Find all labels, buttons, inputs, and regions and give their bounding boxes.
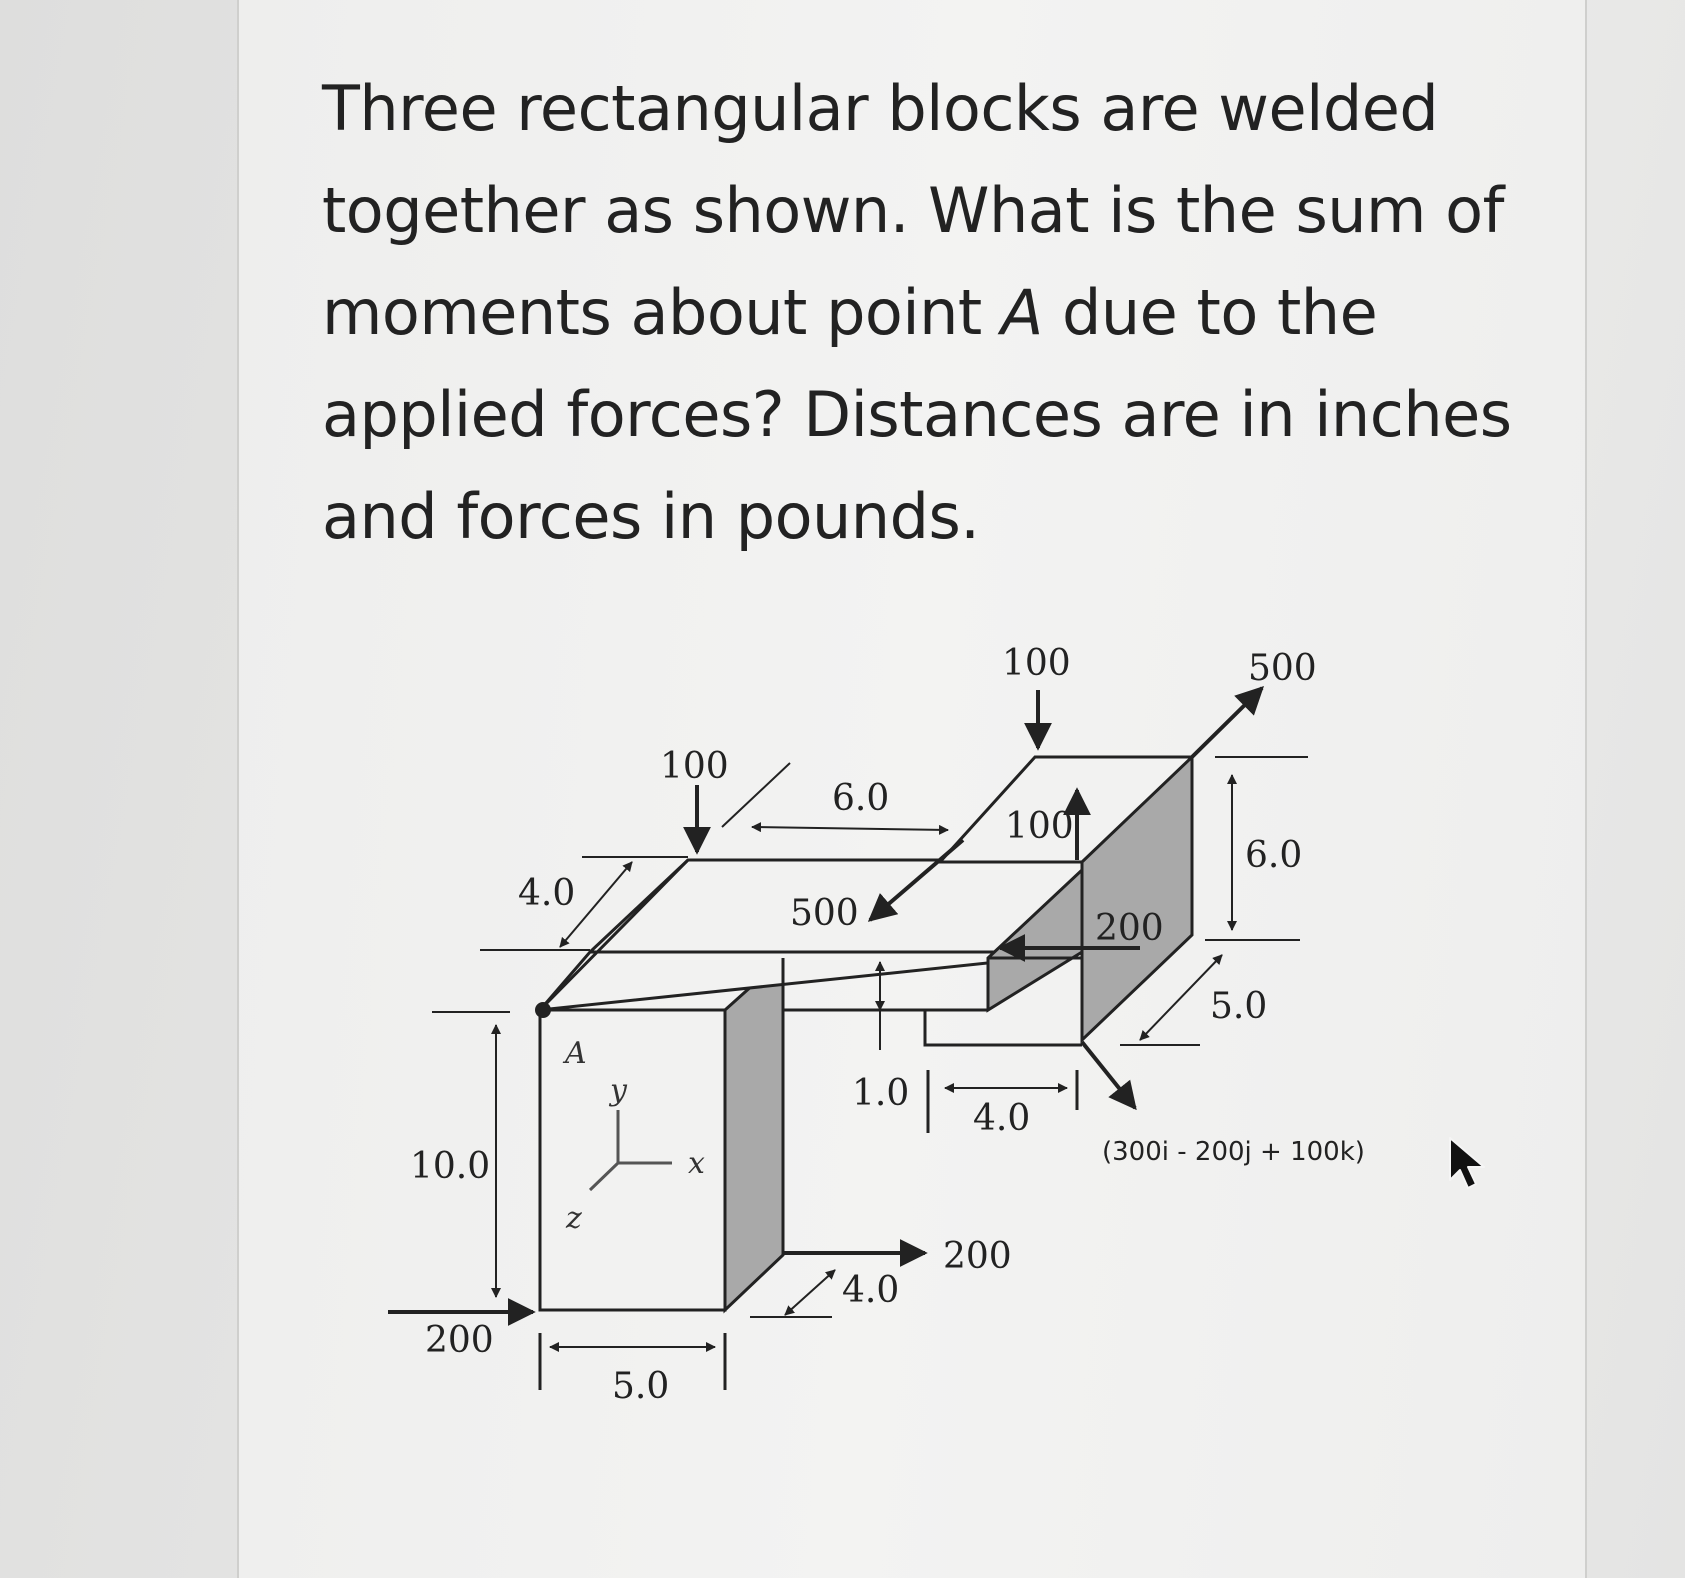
point-a-dot [535, 1002, 551, 1018]
axis-z-label: z [566, 1201, 582, 1236]
point-a-label: A [565, 1036, 587, 1071]
label-dim-top-width: 6.0 [832, 778, 890, 819]
label-dim-top-depth: 4.0 [518, 873, 576, 914]
axis-x-label: x [688, 1146, 705, 1181]
question-line-4: applied forces? Distances are in inches [322, 378, 1512, 451]
label-force-top-left: 100 [660, 746, 729, 787]
label-dim-left-height: 10.0 [410, 1146, 491, 1187]
question-line-2: together as shown. What is the sum of [322, 174, 1504, 247]
label-force-diag-mid: 500 [790, 893, 859, 934]
label-force-top-mid: 100 [1002, 643, 1071, 684]
dim-bottom-depth-line [785, 1270, 835, 1315]
label-dim-right-height: 6.0 [1245, 835, 1303, 876]
label-force-top-right: 500 [1248, 648, 1317, 689]
label-force-ledge: 200 [1095, 908, 1164, 949]
label-force-bottom-right: 200 [943, 1236, 1012, 1277]
question-line-5: and forces in pounds. [322, 480, 980, 553]
label-dim-right-depth: 5.0 [1210, 986, 1268, 1027]
dim-top-extension [722, 763, 790, 827]
axis-y-label: y [610, 1073, 627, 1108]
question-point-label: A [1000, 276, 1043, 349]
label-force-up-mid: 100 [1005, 806, 1074, 847]
dim-top-width-line [752, 827, 948, 830]
mouse-pointer-icon [1446, 1136, 1492, 1192]
question-line-3-pre: moments about point [322, 276, 1001, 349]
label-dim-step: 1.0 [852, 1073, 910, 1114]
label-force-vector: (300i - 200j + 100k) [1102, 1137, 1365, 1167]
label-force-bottom-left: 200 [425, 1320, 494, 1361]
right-block-step [925, 1010, 1082, 1045]
force-arrow-vector [1082, 1042, 1135, 1108]
question-line-1: Three rectangular blocks are welded [322, 72, 1439, 145]
left-block-side-face [725, 958, 783, 1310]
question-line-3-post: due to the [1042, 276, 1378, 349]
label-dim-bottom-width: 5.0 [612, 1366, 670, 1407]
label-dim-ledge-width: 4.0 [973, 1098, 1031, 1139]
force-arrow-top-right [1192, 688, 1262, 757]
label-dim-bottom-depth: 4.0 [842, 1270, 900, 1311]
